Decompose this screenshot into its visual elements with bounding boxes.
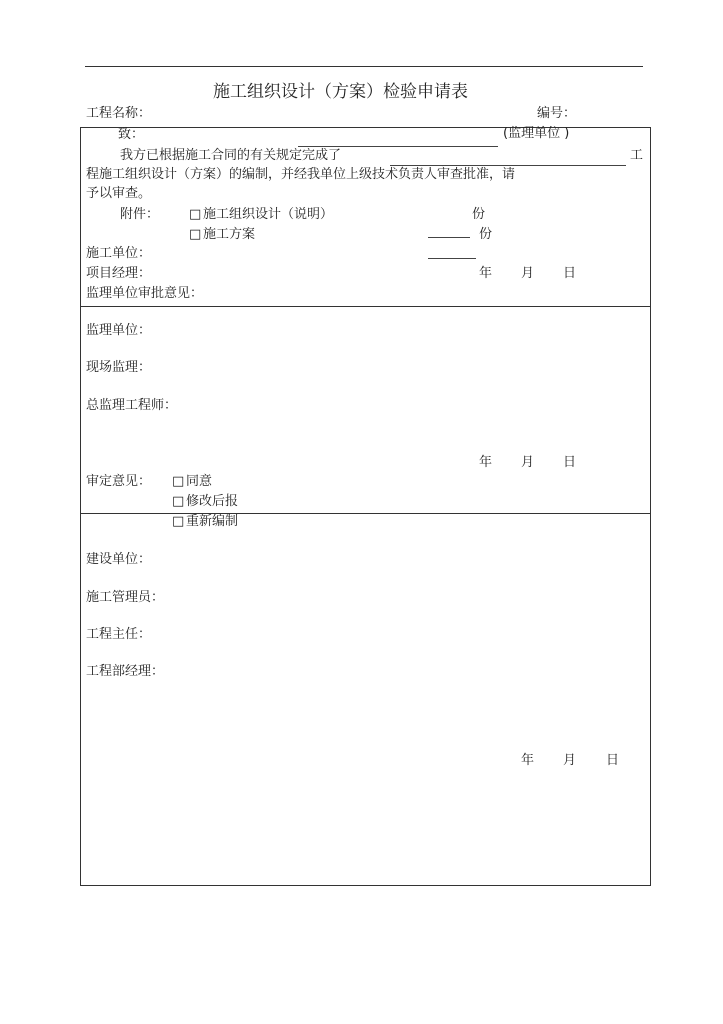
attachment-label: 附件：: [120, 207, 160, 222]
attachment-checkbox-1[interactable]: □: [189, 207, 202, 222]
option-label-2: 修改后报: [186, 494, 239, 509]
body-line-1: 我方已根据施工合同的有关规定完成了: [120, 148, 342, 163]
dept-manager-label: 工程部经理：: [86, 664, 165, 679]
project-blank: [390, 165, 626, 166]
to-label: 致：: [118, 127, 145, 142]
section-divider-1: [80, 306, 651, 307]
table-right-border: [650, 127, 651, 886]
option-checkbox-2[interactable]: □: [172, 494, 185, 509]
date-month-2: 月: [521, 455, 535, 470]
date-day-2: 日: [563, 455, 577, 470]
attachment-count-blank-2: [428, 237, 470, 238]
date-year-2: 年: [479, 455, 493, 470]
construction-manager-label: 施工管理员：: [86, 590, 165, 605]
supervisor-unit-blank: [298, 146, 498, 147]
date-month-3: 月: [563, 753, 577, 768]
option-checkbox-1[interactable]: □: [172, 474, 185, 489]
attachment-label-1: 施工组织设计（说明）: [203, 207, 334, 222]
date-year-3: 年: [521, 753, 535, 768]
contractor-label: 施工单位：: [86, 246, 152, 261]
date-day-1: 日: [563, 266, 577, 281]
body-line-2: 程施工组织设计（方案）的编制，并经我单位上级技术负责人审查批准，请: [86, 167, 516, 182]
body-line-3: 予以审查。: [86, 186, 152, 201]
section-divider-2: [80, 513, 651, 514]
table-left-border: [80, 127, 81, 886]
attachment-unit-1: 份: [472, 207, 486, 222]
chief-engineer-label: 总监理工程师：: [86, 398, 178, 413]
pm-label: 项目经理：: [86, 266, 152, 281]
page-title: 施工组织设计（方案）检验申请表: [213, 82, 468, 102]
top-rule: [85, 66, 643, 67]
date-month-1: 月: [521, 266, 535, 281]
body-line-1-end: 工: [630, 148, 644, 163]
attachment-unit-2: 份: [479, 227, 493, 242]
attachment-checkbox-2[interactable]: □: [189, 227, 202, 242]
project-name-label: 工程名称：: [86, 106, 152, 121]
review-label: 审定意见：: [86, 474, 152, 489]
supervisor-opinion-label: 监理单位审批意见：: [86, 286, 204, 301]
attachment-label-2: 施工方案: [203, 227, 256, 242]
option-checkbox-3[interactable]: □: [172, 514, 185, 529]
engineering-director-label: 工程主任：: [86, 627, 152, 642]
number-label: 编号：: [537, 106, 577, 121]
supervisor-unit-note: (监理单位 ): [503, 126, 570, 141]
option-label-1: 同意: [186, 474, 213, 489]
date-day-3: 日: [606, 753, 620, 768]
date-year-1: 年: [479, 266, 493, 281]
owner-label: 建设单位：: [86, 552, 152, 567]
table-bottom-border: [80, 885, 651, 886]
contractor-blank: [428, 258, 476, 259]
option-label-3: 重新编制: [186, 514, 239, 529]
site-supervisor-label: 现场监理：: [86, 360, 152, 375]
supervisor-unit-label: 监理单位：: [86, 323, 152, 338]
